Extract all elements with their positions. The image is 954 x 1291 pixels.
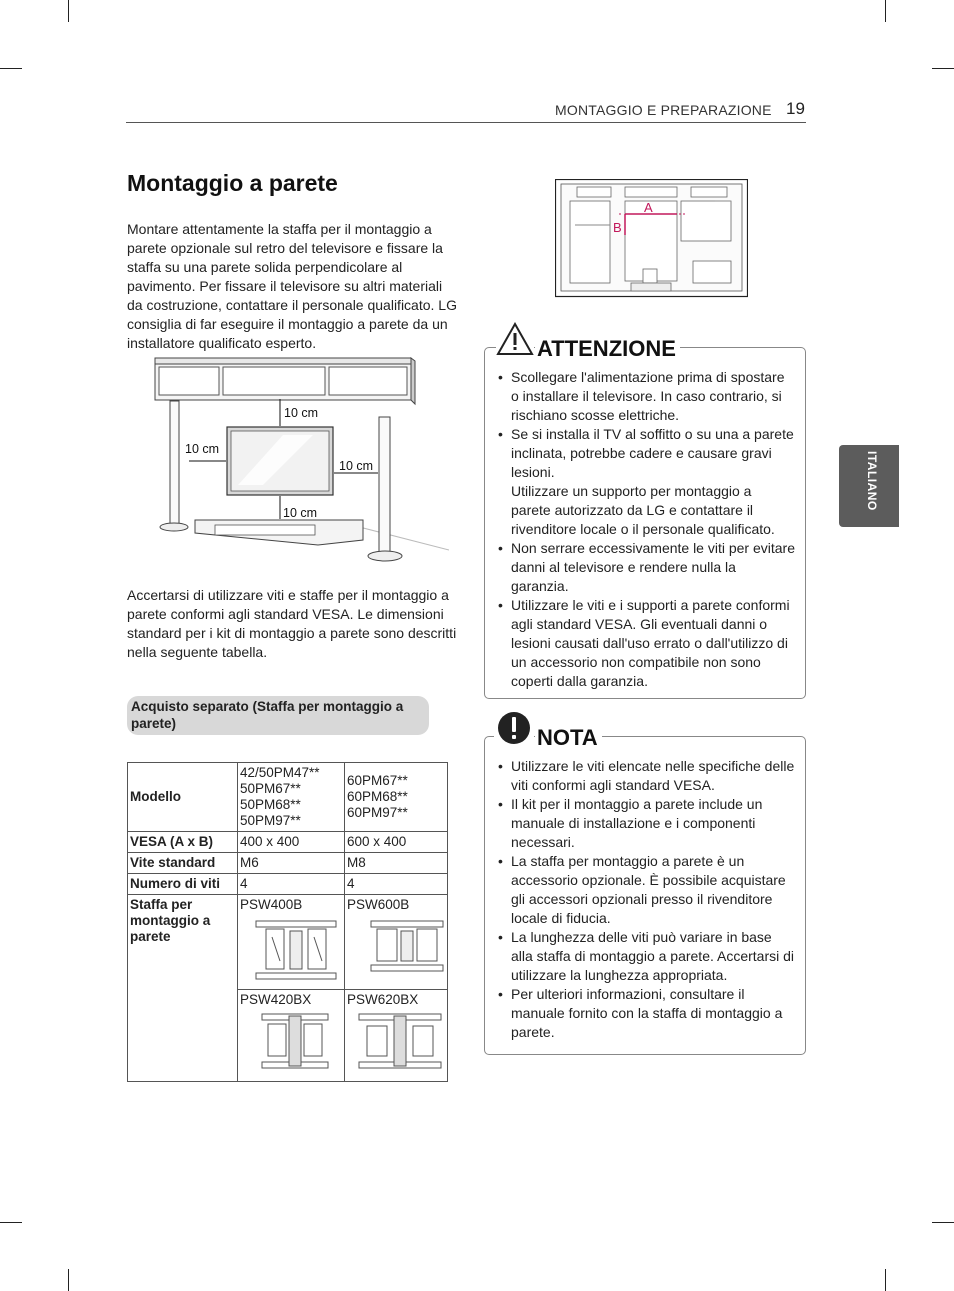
model-name: 42/50PM47** [240, 765, 320, 780]
section-header: MONTAGGIO E PREPARAZIONE [555, 102, 772, 118]
caution-list [485, 368, 795, 691]
list-item: • Scollegare l'alimentazione prima di spostare o installare il televisore. In caso contrario, si rischiano scosse elettriche. [485, 368, 795, 425]
model-label: Modello [128, 763, 238, 832]
note-list [485, 757, 795, 1042]
note-box [484, 736, 806, 1055]
table-row [128, 895, 448, 990]
tv-back-vesa-figure [555, 179, 748, 298]
bracket-model: PSW420BX [240, 992, 312, 1007]
crop-mark [68, 0, 69, 22]
list-item: • Utilizzare le viti e i supporti a parete conformi agli standard VESA. Gli eventuali danni o lesioni causati dall'uso errato o dall'utilizzo di un accessorio non compatibile non sono coperti dalla garanzia. [485, 596, 795, 691]
warning-triangle-icon [496, 322, 534, 356]
list-item: • Se si installa il TV al soffitto o su una a parete inclinata, potrebbe cadere e causare gravi lesioni. [485, 425, 795, 482]
clearance-label-left: 10 cm [185, 442, 220, 456]
bracket-label: Staffa per montaggio a parete [128, 895, 238, 1082]
table-row [128, 853, 448, 874]
table-row [128, 832, 448, 853]
caution-title: ATTENZIONE [535, 336, 680, 362]
bracket-illustration [357, 1010, 443, 1072]
list-item: • La staffa per montaggio a parete è un accessorio opzionale. È possibile acquistare gli accessori opzionali presso il rivenditore locale di fiducia. [485, 852, 795, 928]
list-item: • Utilizzare le viti elencate nelle specifiche delle viti conformi agli standard VESA. [485, 757, 795, 795]
note-title: NOTA [535, 725, 602, 751]
page-title: Montaggio a parete [127, 170, 338, 196]
model-cell-2 [345, 763, 448, 832]
list-item: • Non serrare eccessivamente le viti per evitare danni al televisore e rendere nulla la garanzia. [485, 539, 795, 596]
list-item: • La lunghezza delle viti può variare in base alla staffa di montaggio a parete. Accertarsi di utilizzare la lunghezza appropriata. [485, 928, 795, 985]
screw-label: Vite standard [128, 853, 238, 874]
crop-mark [68, 1269, 69, 1291]
screw-value-1: M6 [238, 853, 345, 874]
clearance-label-top: 10 cm [284, 406, 319, 420]
model-name: 60PM68** [347, 789, 408, 804]
model-name: 60PM67** [347, 773, 408, 788]
list-item: • Per ulteriori informazioni, consultare il manuale fornito con la staffa di montaggio a parete. [485, 985, 795, 1042]
header-rule [126, 122, 806, 123]
table-row [128, 874, 448, 895]
model-name: 50PM68** [240, 797, 301, 812]
table-row [128, 763, 448, 832]
crop-mark [885, 1269, 886, 1291]
bracket-illustration [369, 917, 445, 977]
list-item: Utilizzare un supporto per montaggio a parete autorizzato da LG e contattare il rivenditore locale o il personale qualificato. [511, 483, 775, 537]
screw-count-1: 4 [238, 874, 345, 895]
list-item: • Il kit per il montaggio a parete include un manuale di installazione e i componenti necessari. [485, 795, 795, 852]
language-tab [839, 445, 899, 527]
clearance-label-bottom: 10 cm [283, 506, 318, 520]
model-name: 60PM97** [347, 805, 408, 820]
bracket-model: PSW400B [240, 897, 303, 912]
language-tab-label: ITALIANO [865, 451, 879, 511]
dimension-label-b: B [613, 220, 622, 235]
clearance-label-right: 10 cm [339, 459, 374, 473]
bracket-illustration [260, 1010, 330, 1072]
vesa-paragraph: Accertarsi di utilizzare viti e staffe per il montaggio a parete conformi agli standard VESA. Le dimensioni standard per i kit di montaggio a parete sono descritti nella seguente tabella. [127, 587, 457, 660]
bracket-cell [238, 990, 345, 1082]
crop-mark [885, 0, 886, 22]
bracket-cell [345, 895, 448, 990]
bracket-cell [238, 895, 345, 990]
model-name: 50PM97** [240, 813, 301, 828]
wall-mount-spec-table [127, 762, 448, 1082]
screw-count-label: Numero di viti [128, 874, 238, 895]
vesa-label: VESA (A x B) [128, 832, 238, 853]
model-cell-1 [238, 763, 345, 832]
crop-mark [932, 1222, 954, 1223]
crop-mark [0, 68, 22, 69]
bracket-cell [345, 990, 448, 1082]
crop-mark [932, 68, 954, 69]
dimension-label-a: A [644, 200, 653, 215]
screw-count-2: 4 [345, 874, 448, 895]
bracket-model: PSW620BX [347, 992, 419, 1007]
vesa-value-1: 400 x 400 [238, 832, 345, 853]
page-number: 19 [786, 99, 805, 118]
model-name: 50PM67** [240, 781, 301, 796]
caution-box [484, 347, 806, 699]
separate-purchase-badge: Acquisto separato (Staffa per montaggio a parete) [127, 696, 429, 735]
screw-value-2: M8 [345, 853, 448, 874]
crop-mark [0, 1222, 22, 1223]
intro-paragraph: Montare attentamente la staffa per il montaggio a parete opzionale sul retro del televisore e fissare la staffa su una parete solida perpendicolare al pavimento. Per fissare il televisore su altri materiali da costruzione, contattare il personale qualificato. LG consiglia di far eseguire il montaggio a parete da un installatore qualificato esperto. [127, 221, 457, 351]
wall-mount-clearance-figure [133, 355, 449, 565]
vesa-value-2: 600 x 400 [345, 832, 448, 853]
bracket-illustration [252, 917, 342, 987]
info-exclamation-icon [494, 710, 534, 748]
bracket-model: PSW600B [347, 897, 410, 912]
